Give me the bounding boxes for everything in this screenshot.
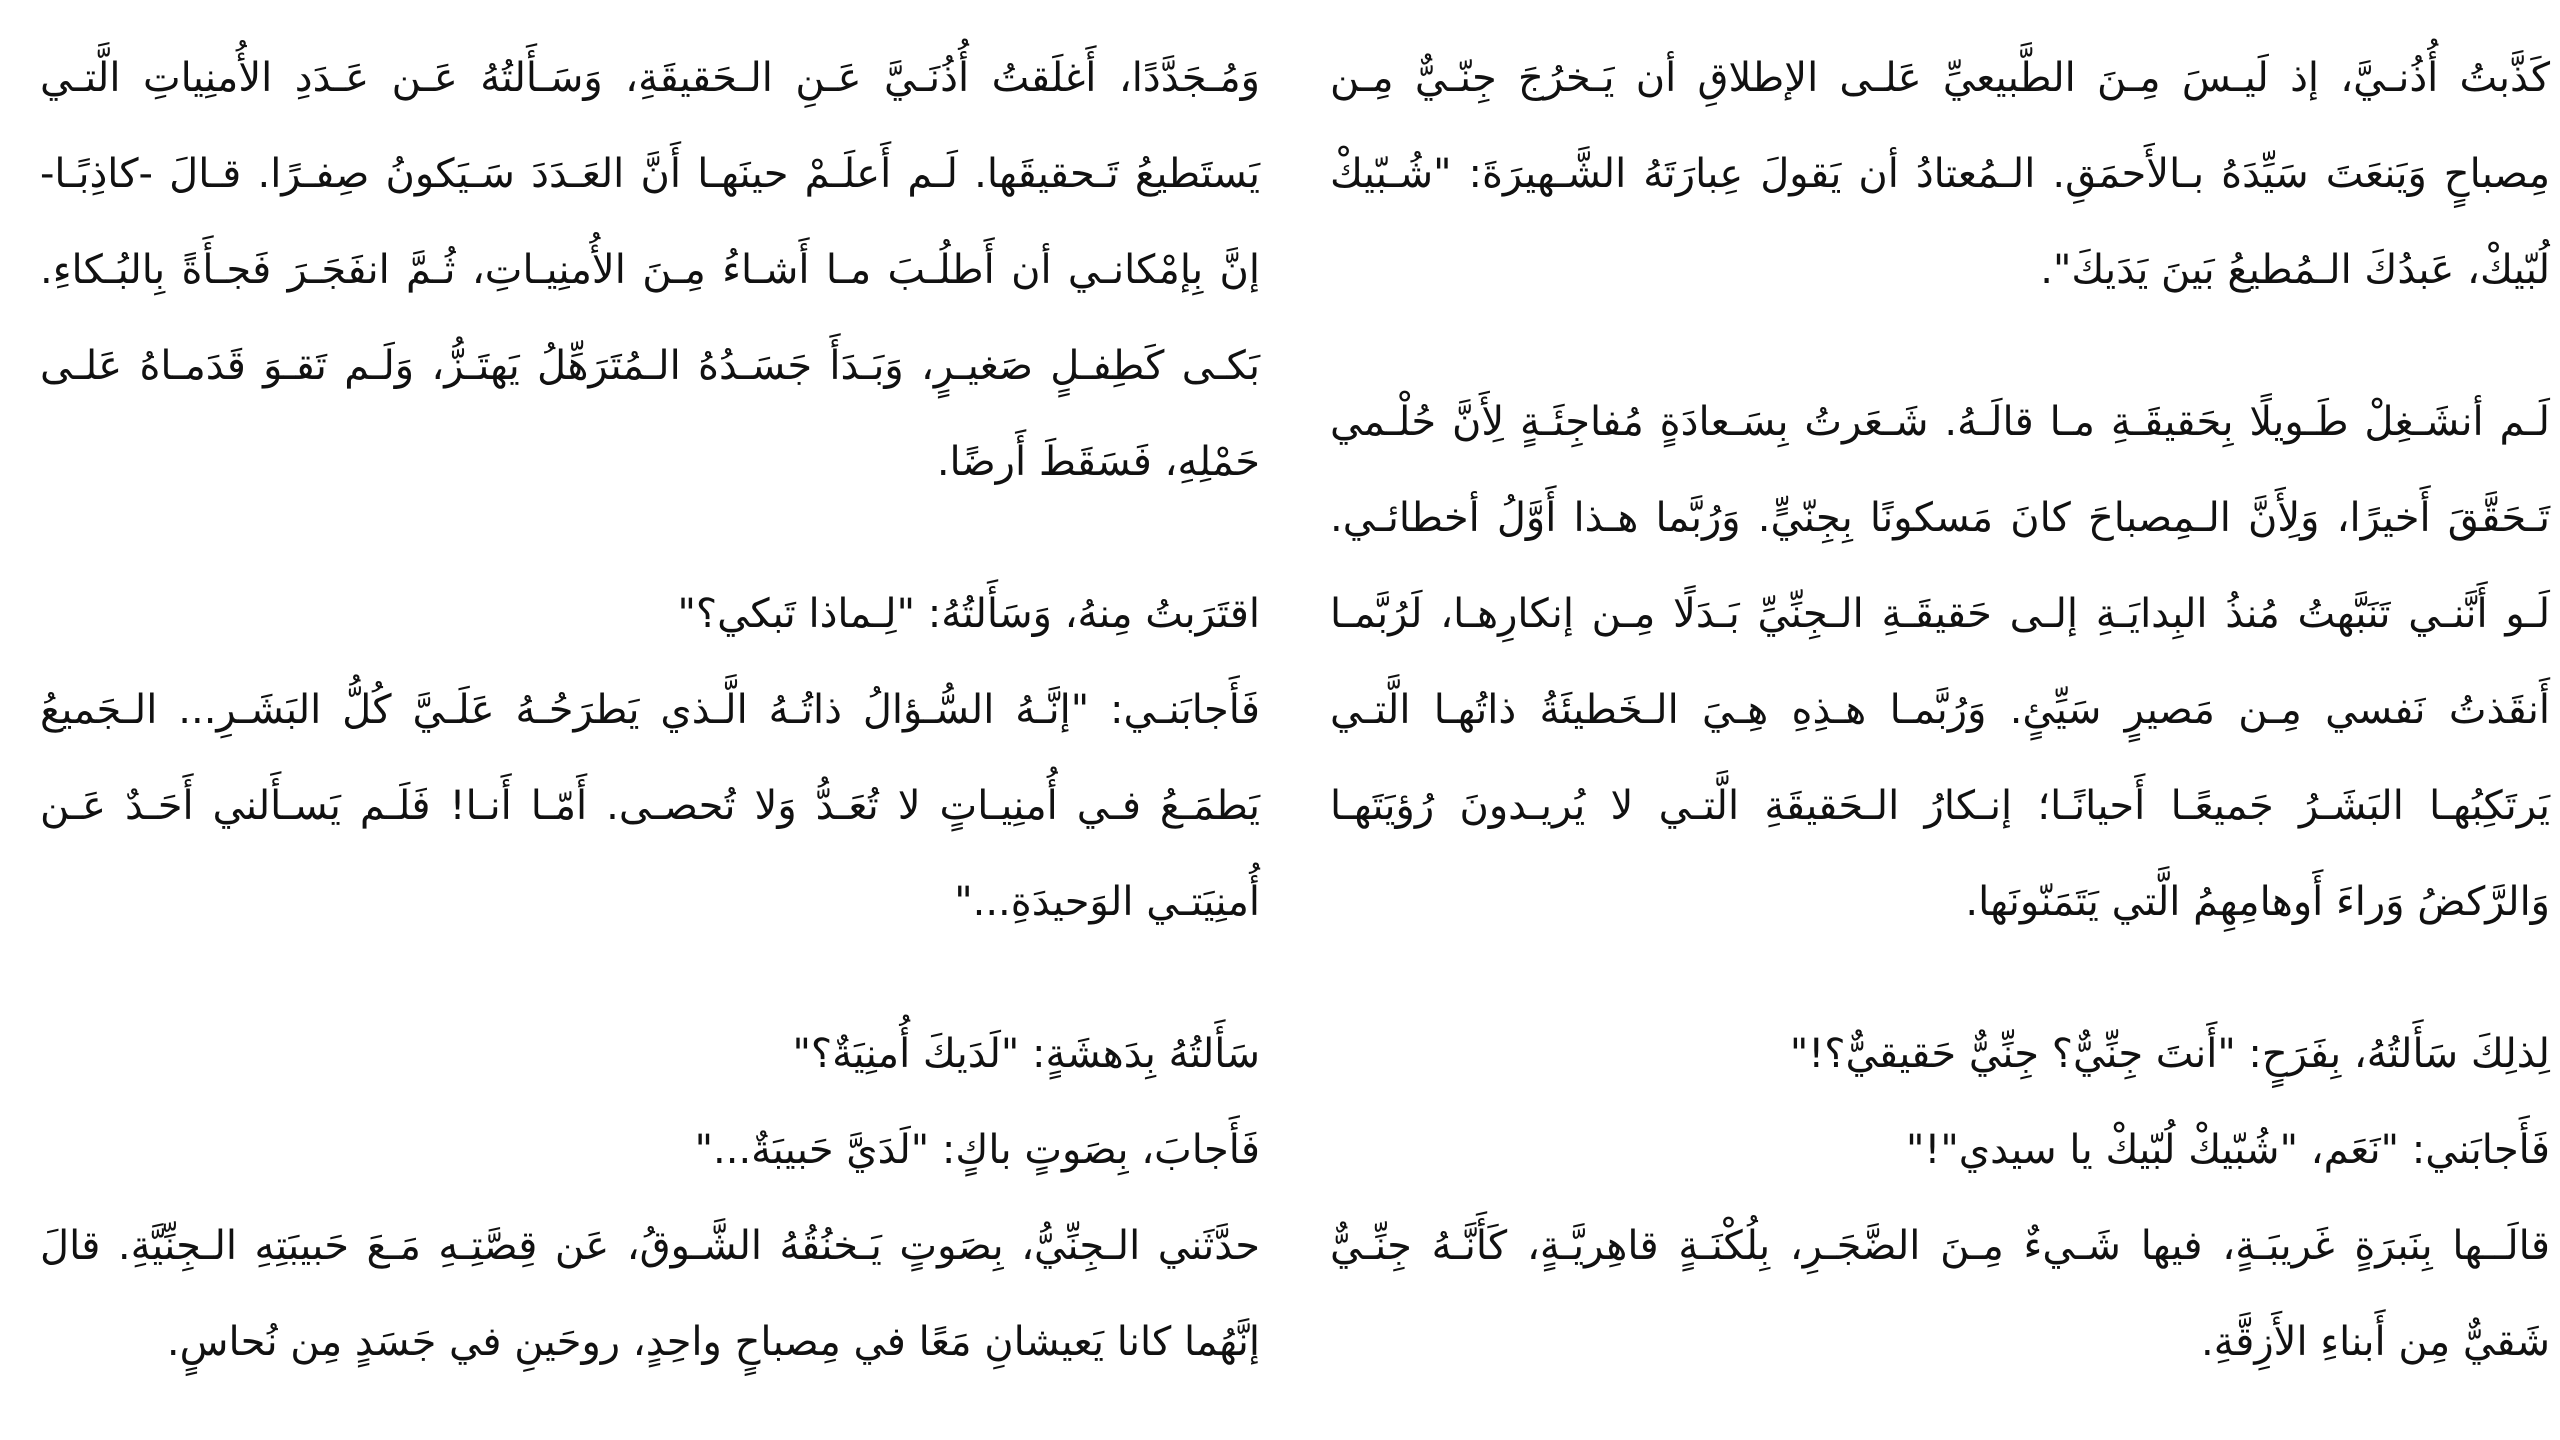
paragraph: فَأَجابَنـي: "إنَّـهُ السُّـؤالُ ذاتُـهُ الَّـذي يَطرَحُـهُ عَلَـيَّ كُلُّ البَشَـرِ... الـجَميعُ يَطمَـعُ فـي أُمنِيـاتٍ لا تُعَـدُّ وَلا تُحصـى. أَمّـا أَنـا! فَلَـم يَسـأَلني أَحَـدٌ عَـن أُمنِيَتـي الوَحيدَةِ..."	[40, 687, 1260, 925]
paragraph: لَـم أنشَـغِلْ طَـويلًا بِحَقيقَـةِ مـا قالَـهُ. شَـعَرتُ بِسَـعادَةٍ مُفاجِئَـةٍ لِأَنَّ حُلْـمي تَـحَقَّقَ أَخيرًا، وَلِأَنَّ الـمِصباحَ كانَ مَسكونًا بِجِنّيٍّ. وَرُبَّما هـذا أَوَّلُ أخطائـي. لَـو أَنَّنـي تَنَبَّهتُ مُنذُ البِدايَـةِ إلـى حَقيقَـةِ الـجِنِّيِّ بَـدَلًا مِـن إنكارِهـا، لَرُبَّمـا أَنقَذتُ نَفسي مِـن مَصيرٍ سَيِّئٍ. وَرُبَّمـا هـذِهِ هِـيَ الـخَطيئَةُ ذاتُهـا الَّتـي يَرتَكِبُهـا البَشَـرُ جَميعًـا أَحيانًـا؛ إنـكارُ الـحَقيقَةِ الَّتـي لا يُريـدونَ رُؤيَتَهـا وَالرَّكضُ وَراءَ أَوهامِهِمُ الَّتي يَتَمَنّونَها.	[1330, 399, 2550, 925]
paragraph: حدَّثَني الـجِنِّيُّ، بِصَوتٍ يَـخنُقُهُ الشَّـوقُ، عَن قِصَّتِـهِ مَـعَ حَبيبَتِهِ الـجِنِّيَّةِ. قالَ إنَّهُما كانا يَعيشانِ مَعًا في مِصباحٍ واحِدٍ، روحَينِ في جَسَدٍ مِن نُحاسٍ.	[40, 1223, 1260, 1365]
paragraph: كَذَّبتُ أُذُنـيَّ، إذ لَيـسَ مِـنَ الطَّبيعيِّ عَلـى الإطلاقِ أن يَـخرُجَ جِنّـيٌّ مِـن مِصباحٍ وَيَنعَتَ سَيِّدَهُ بـالأَحمَقِ. الـمُعتادُ أن يَقولَ عِبارَتَهُ الشَّـهيرَةَ: "شُـبّيكْ لُبّيكْ، عَبدُكَ الـمُطيعُ بَينَ يَدَيكَ".	[1330, 55, 2550, 293]
right-page-column	[1330, 30, 2550, 1390]
paragraph: وَمُـجَدَّدًا، أَغلَقتُ أُذُنَـيَّ عَـنِ الـحَقيقَةِ، وَسَـأَلتُهُ عَـن عَـدَدِ الأُمنِياتِ الَّتـي يَستَطيعُ تَـحقيقَها. لَـم أَعلَـمْ حينَهـا أَنَّ العَـدَدَ سَـيَكونُ صِفـرًا. قـالَ -كاذِبًـا- إنَّ بِإمْكانـي أن أَطلُـبَ مـا أَشـاءُ مِـنَ الأُمنِيـاتِ، ثُـمَّ انفَجَـرَ فَجـأَةً بِالبُـكاءِ. بَكـى كَطِفـلٍ صَغيـرٍ، وَبَـدَأَ جَسَـدُهُ الـمُتَرَهِّلُ يَهتَـزُّ، وَلَـم تَقـوَ قَدَمـاهُ عَلـى حَمْلِهِ، فَسَقَطَ أَرضًا.	[40, 55, 1260, 485]
book-spread	[0, 30, 2560, 1410]
paragraph: فَأَجابَ، بِصَوتٍ باكٍ: "لَدَيَّ حَبيبَةٌ..."	[694, 1127, 1260, 1173]
paragraph: اقتَرَبتُ مِنهُ، وَسَأَلتُهُ: "لِـماذا تَبكي؟"	[677, 591, 1260, 637]
paragraph: لِذلِكَ سَأَلتُهُ، بِفَرَحٍ: "أَنتَ جِنِّيٌّ؟ جِنِّيٌّ حَقيقيٌّ؟!"	[1789, 1031, 2550, 1077]
left-page-column	[40, 30, 1260, 1390]
paragraph: فَأَجابَني: "نَعَم، "شُبّيكْ لُبّيكْ يا سيدي"!"	[1905, 1127, 2550, 1173]
paragraph: سَأَلتُهُ بِدَهشَةٍ: "لَدَيكَ أُمنِيَةٌ؟"	[792, 1031, 1260, 1077]
paragraph: قالَــها بِنَبرَةٍ غَريبَـةٍ، فيها شَـيءٌ مِـنَ الضَّجَـرِ، بِلُكْنَـةٍ قاهِريَّـةٍ، كَأَنَّـهُ جِنِّـيٌّ شَقيٌّ مِن أَبناءِ الأَزِقَّةِ.	[1330, 1223, 2550, 1365]
